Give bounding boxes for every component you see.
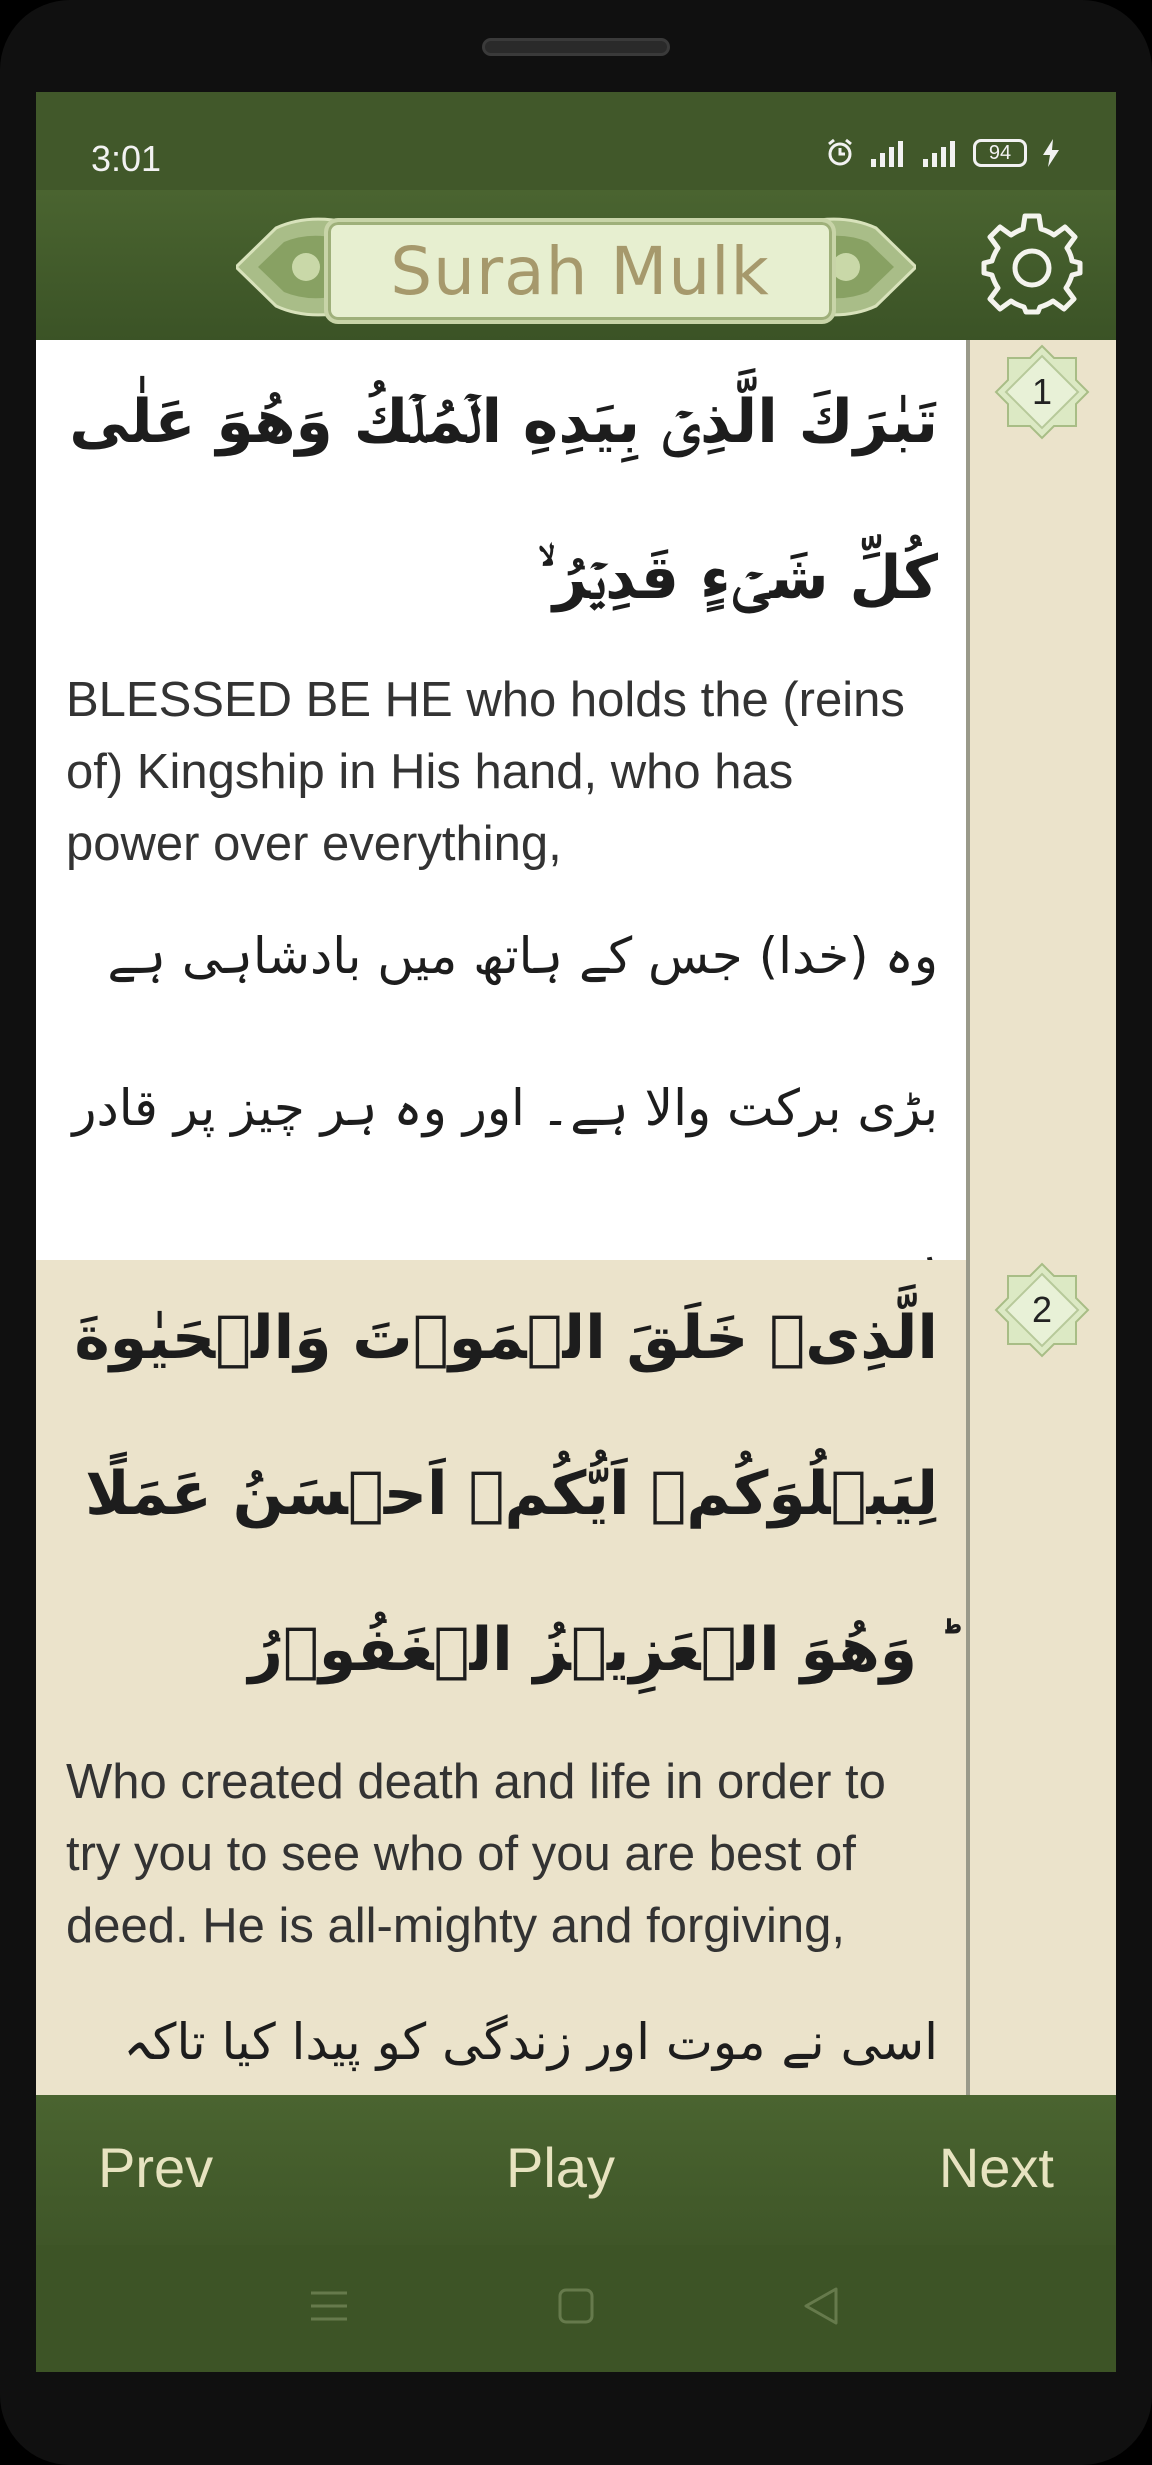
ayah-list[interactable] xyxy=(36,340,1116,2095)
system-navigation-bar xyxy=(36,2245,1116,2372)
menu-icon[interactable] xyxy=(304,2281,354,2331)
ayah-item[interactable] xyxy=(36,340,966,1260)
ayah-number: 1 xyxy=(1031,371,1053,412)
back-icon[interactable] xyxy=(796,2281,846,2331)
battery-level: 94 xyxy=(988,141,1012,164)
play-button[interactable]: Play xyxy=(506,2136,615,2199)
ayah-number: 2 xyxy=(1031,1289,1053,1330)
ayah-number-rail xyxy=(970,340,1116,2095)
charging-icon xyxy=(1041,138,1061,168)
speaker-grille xyxy=(482,38,670,56)
ayah-number-marker xyxy=(992,342,1092,442)
app-screen xyxy=(36,92,1116,2372)
ayah-arabic: الَّذِىۡ خَلَقَ الۡمَوۡتَ وَالۡحَيٰوةَ لِيَبۡلُوَكُمۡ اَيُّكُمۡ اَحۡسَنُ عَمَلًا ‌ؕ وَهُوَ الۡعَزِيۡزُ الۡغَفُوۡرُ xyxy=(74,1303,938,1685)
playback-bar xyxy=(36,2095,1116,2245)
ayah-urdu: اسی نے موت اور زندگی کو پیدا کیا تاکہ xyxy=(123,2013,938,2071)
settings-button[interactable] xyxy=(976,208,1088,320)
app-header xyxy=(36,190,1116,340)
status-bar xyxy=(36,92,1116,190)
prev-button[interactable]: Prev xyxy=(98,2136,214,2199)
page-title: Surah Mulk xyxy=(390,232,770,310)
ayah-urdu: وہ (خدا) جس کے ہاتھ میں بادشاہی ہے بڑی برکت والا ہے۔ اور وہ ہر چیز پر قادر xyxy=(72,927,938,1137)
ayah-arabic: تَبٰرَكَ الَّذِىۡ بِيَدِهِ الۡمُلۡكُ وَهُوَ عَلٰى كُلِّ شَىۡءٍ قَدِيۡرُ ۙ xyxy=(69,387,938,613)
ayah-english: Who created death and life in order to try you to see who of you are best of deed. He is all-mighty and forgiving, xyxy=(66,1755,886,1953)
status-icons xyxy=(825,138,1061,168)
title-banner xyxy=(236,208,916,326)
signal-icon xyxy=(921,139,959,167)
title-plate xyxy=(324,218,836,324)
signal-icon xyxy=(869,139,907,167)
alarm-icon xyxy=(825,138,855,168)
ayah-item[interactable] xyxy=(36,1260,966,2095)
status-time: 3:01 xyxy=(91,138,162,179)
ayah-english: BLESSED BE HE who holds the (reins of) Kingship in His hand, who has power over everything, xyxy=(66,673,905,871)
next-button[interactable]: Next xyxy=(938,2136,1054,2199)
battery-icon xyxy=(973,139,1027,167)
gear-icon xyxy=(980,212,1084,316)
home-icon[interactable] xyxy=(551,2281,601,2331)
ayah-number-marker xyxy=(992,1260,1092,1360)
